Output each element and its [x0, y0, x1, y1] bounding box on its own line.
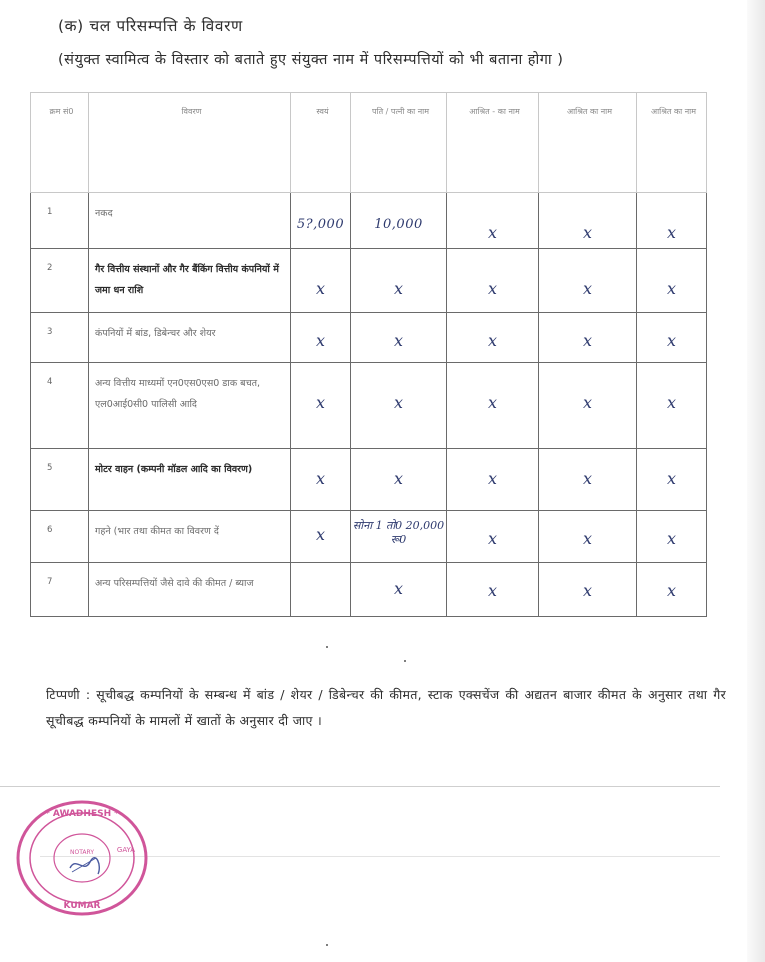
row-sno: 7 [47, 577, 53, 587]
header-spouse: पति / पत्नी का नाम [351, 93, 447, 193]
row-details: मोटर वाहन (कम्पनी मॉडल आदि का विवरण) [95, 464, 253, 475]
spouse-value: x [393, 393, 404, 412]
dependent-3-value: x [666, 393, 677, 412]
dependent-1-value: x [487, 331, 498, 350]
row-details: गैर वित्तीय संस्थानों और गैर बैंकिंग वित्तीय कंपनियों में जमा धन राशि [95, 264, 279, 296]
spouse-value: 10,000 [374, 217, 423, 232]
spouse-value: x [393, 579, 404, 598]
spouse-value: x [393, 331, 404, 350]
stray-dot [404, 660, 406, 662]
header-dependent-3: आश्रित का नाम [637, 93, 707, 193]
table-row [31, 449, 707, 511]
row-sno: 1 [47, 207, 53, 217]
table-row [31, 563, 707, 617]
dependent-3-value: x [666, 469, 677, 488]
spouse-value: सोना 1 तो0 20,000 रू0 [352, 519, 445, 546]
footnote: टिप्पणी : सूचीबद्ध कम्पनियों के सम्बन्ध में बांड / शेयर / डिबेन्चर की कीमत, स्टाक एक्सचेंज की अद्यतन बाजार कीमत के अनुसार तथा गैर सूचीबद्ध कम्पनियों के मामलों में खातों के अनुसार दी जाए । [46, 687, 726, 728]
svg-text:* AWADHESH *: * AWADHESH * [45, 809, 119, 819]
dependent-1-value: x [487, 393, 498, 412]
table-header-row [31, 93, 707, 193]
row-details: कंपनियों में बांड, डिबेन्चर और शेयर [95, 328, 216, 339]
page-edge-shadow [747, 0, 765, 962]
dependent-2-value: x [582, 469, 593, 488]
svg-text:KUMAR: KUMAR [63, 901, 101, 911]
dependent-2-value: x [582, 581, 593, 600]
table-row [31, 511, 707, 563]
self-value: x [315, 525, 326, 544]
dependent-2-value: x [582, 393, 593, 412]
faint-rule [0, 786, 720, 787]
dependent-3-value: x [666, 331, 677, 350]
self-value: x [315, 393, 326, 412]
row-sno: 6 [47, 525, 53, 535]
header-sno: क्रम सं0 [31, 93, 89, 193]
row-sno: 3 [47, 327, 53, 337]
row-sno: 4 [47, 377, 53, 387]
svg-text:NOTARY: NOTARY [70, 849, 94, 856]
table-row [31, 249, 707, 313]
row-details: नकद [95, 208, 113, 219]
svg-text:GAYA: GAYA [116, 846, 136, 854]
section-subheading: (संयुक्त स्वामित्व के विस्तार को बताते हुए संयुक्त नाम में परिसम्पत्तियों को भी बताना होगा ) [58, 52, 564, 68]
dependent-1-value: x [487, 469, 498, 488]
spouse-value: x [393, 469, 404, 488]
spouse-value: x [393, 279, 404, 298]
dependent-2-value: x [582, 279, 593, 298]
dependent-1-value: x [487, 223, 498, 242]
row-sno: 2 [47, 263, 53, 273]
self-value: x [315, 331, 326, 350]
dependent-2-value: x [582, 223, 593, 242]
row-details: अन्य वित्तीय माध्यमों एन0एस0एस0 डाक बचत, एल0आई0सी0 पालिसी आदि [95, 378, 261, 410]
dependent-3-value: x [666, 529, 677, 548]
dependent-3-value: x [666, 581, 677, 600]
header-dependent-2: आश्रित का नाम [539, 93, 637, 193]
self-value: 5?,000 [296, 217, 345, 232]
stray-dot [326, 646, 328, 648]
dependent-1-value: x [487, 279, 498, 298]
row-sno: 5 [47, 463, 53, 473]
header-self: स्वयं [291, 93, 351, 193]
row-details: अन्य परिसम्पत्तियों जैसे दावे की कीमत / ब्याज [95, 578, 254, 589]
table-row [31, 363, 707, 449]
section-heading: (क) चल परिसम्पत्ति के विवरण [58, 17, 243, 35]
dependent-3-value: x [666, 223, 677, 242]
movable-assets-table [30, 92, 707, 617]
header-details: विवरण [89, 93, 291, 193]
self-value: x [315, 279, 326, 298]
table-row [31, 193, 707, 249]
self-value [291, 563, 350, 593]
dependent-2-value: x [582, 529, 593, 548]
dependent-2-value: x [582, 331, 593, 350]
row-details: गहने (भार तथा कीमत का विवरण दें [95, 526, 219, 537]
self-value: x [315, 469, 326, 488]
dependent-3-value: x [666, 279, 677, 298]
notary-seal-icon [10, 796, 160, 918]
stray-dot [326, 944, 328, 946]
header-dependent-1: आश्रित - का नाम [447, 93, 539, 193]
dependent-1-value: x [487, 529, 498, 548]
table-row [31, 313, 707, 363]
dependent-1-value: x [487, 581, 498, 600]
